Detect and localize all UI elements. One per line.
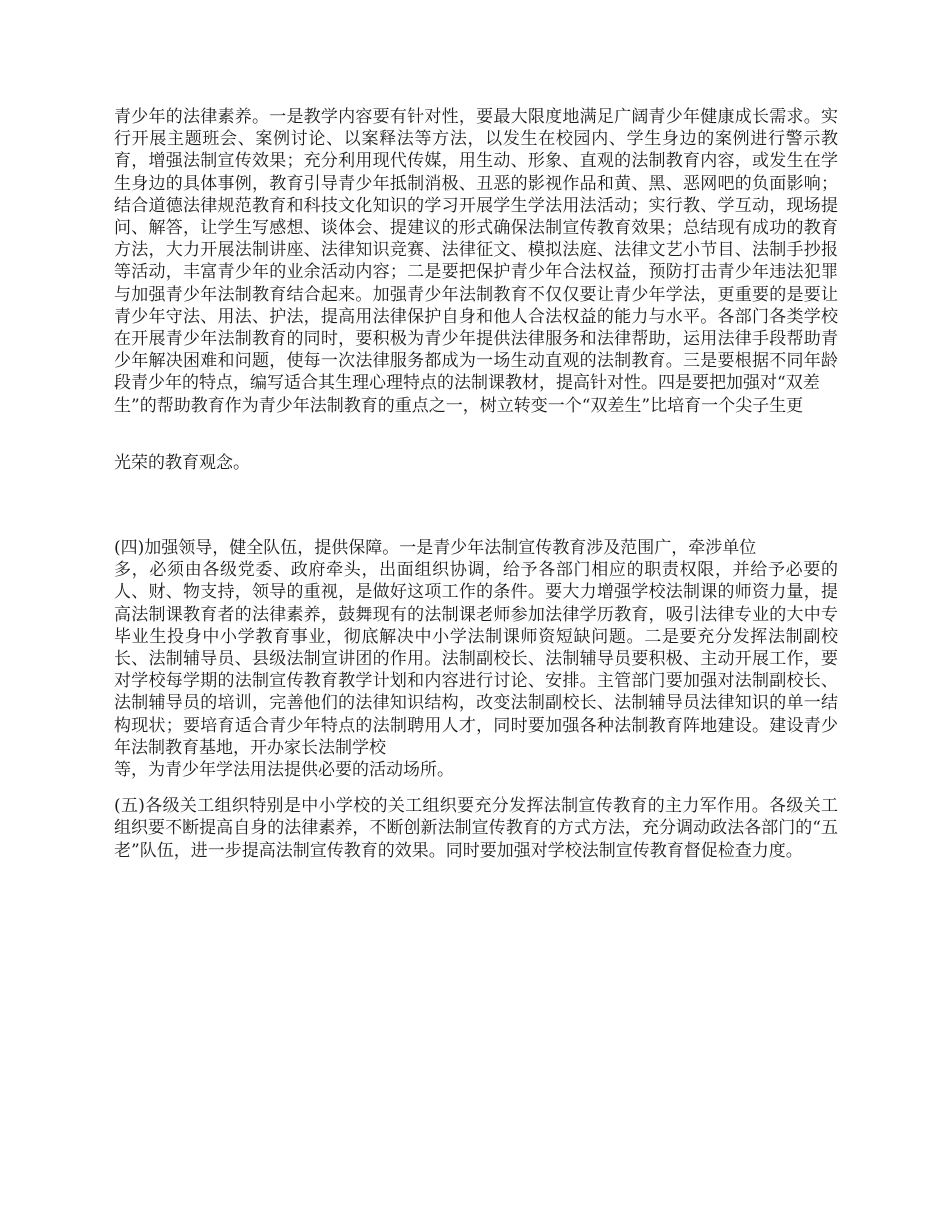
paragraph-section-four: (四)加强领导，健全队伍，提供保障。一是青少年法制宣传教育涉及范围广，牵涉单位 多，必须由各级党委、政府牵头，出面组织协调，给予各部门相应的职责权限，并给予必要的人、财、物支持，领导的重视，是做好这项工作的条件。要大力增强学校法制课的师资力量，提高法制课教育者的法律素养，鼓舞现有的法制课老师参加法律学历教育，吸引法律专业的大中专毕业生投身中小学教育事业，彻底解决中小学法制课师资短缺问题。二是要充分发挥法制副校长、法制辅导员、县级法制宣讲团的作用。法制副校长、法制辅导员要积极、主动开展工作，要对学校每学期的法制宣传教育教学计划和内容进行讨论、安排。主管部门要加强对法制副校长、法制辅导员的培训，完善他们的法律知识结构，改变法制副校长、法制辅导员法律知识的单一结构现状；要培育适合青少年特点的法制聘用人才，同时要加强各种法制教育阵地建设。建设青少年法制教育基地，开办家长法制学校 等，为青少年学法用法提供必要的活动场所。 bbox=[114, 538, 838, 781]
paragraph-legal-literacy: 青少年的法律素养。一是教学内容要有针对性，要最大限度地满足广阔青少年健康成长需求。实行开展主题班会、案例讨论、以案释法等方法，以发生在校园内、学生身边的案例进行警示教育，增强法制宣传效果；充分利用现代传媒，用生动、形象、直观的法制教育内容，或发生在学生身边的具体事例，教育引导青少年抵制消极、丑恶的影视作品和黄、黑、恶网吧的负面影响；结合道德法律规范教育和科技文化知识的学习开展学生学法用法活动；实行教、学互动，现场提问、解答，让学生写感想、谈体会、提建议的形式确保法制宣传教育效果；总结现有成功的教育方法，大力开展法制讲座、法律知识竞赛、法律征文、模拟法庭、法律文艺小节目、法制手抄报等活动，丰富青少年的业余活动内容；二是要把保护青少年合法权益，预防打击青少年违法犯罪与加强青少年法制教育结合起来。加强青少年法制教育不仅仅要让青少年学法，更重要的是要让青少年守法、用法、护法，提高用法律保护自身和他人合法权益的能力与水平。各部门各类学校在开展青少年法制教育的同时，要积极为青少年提供法律服务和法律帮助，运用法律手段帮助青少年解决困难和问题，使每一次法律服务都成为一场生动直观的法制教育。三是要根据不同年龄段青少年的特点，编写适合其生理心理特点的法制课教材，提高针对性。四是要把加强对“双差 生”的帮助教育作为青少年法制教育的重点之一，树立转变一个“双差生”比培育一个尖子生更 bbox=[114, 107, 838, 416]
paragraph-continuation: 光荣的教育观念。 bbox=[114, 453, 250, 473]
document-page bbox=[114, 106, 838, 862]
paragraph-section-five: (五)各级关工组织特别是中小学校的关工组织要充分发挥法制宣传教育的主力军作用。各级关工组织要不断提高自身的法律素养，不断创新法制宣传教育的方式方法，充分调动政法各部门的“五老”队伍，进一步提高法制宣传教育的效果。同时要加强对学校法制宣传教育督促检查力度。 bbox=[114, 796, 838, 861]
